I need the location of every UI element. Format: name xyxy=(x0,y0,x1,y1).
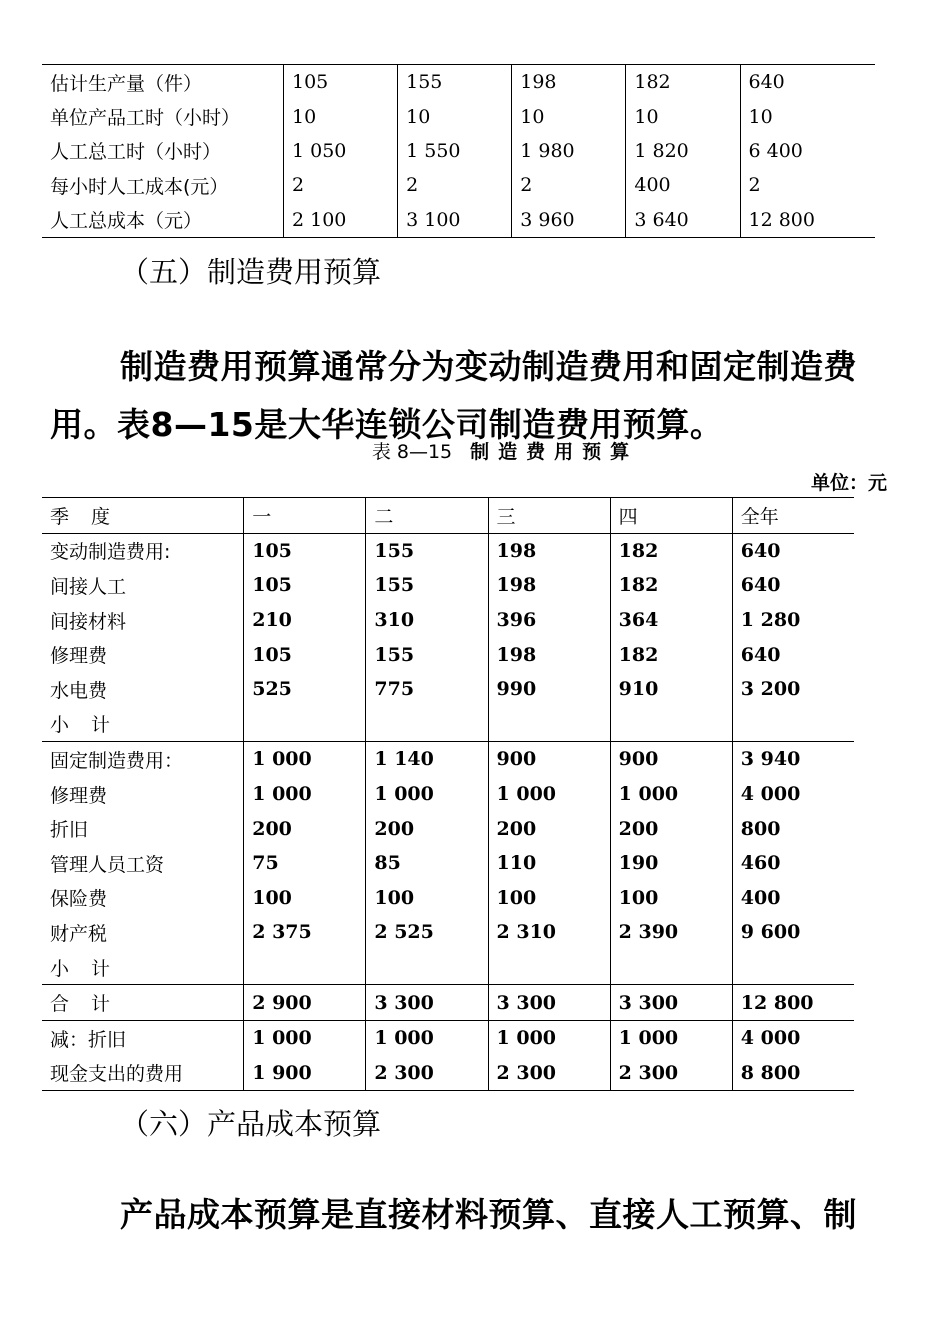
row-label: 变动制造费用: xyxy=(42,533,244,568)
cell-value: 800 xyxy=(732,811,854,846)
header-cell: 四 xyxy=(610,498,732,534)
row-label: 人工总成本（元） xyxy=(50,210,203,233)
cell-value: 900 xyxy=(610,742,732,777)
table-row xyxy=(42,203,875,238)
header-cell: 季 度 xyxy=(50,505,119,528)
cell-value: 640 xyxy=(732,637,854,672)
cell-value: 910 xyxy=(610,672,732,707)
cell-value: 1 280 xyxy=(732,603,854,638)
row-label: 合 计 xyxy=(42,985,244,1021)
cell-value: 1 550 xyxy=(398,134,512,168)
cell-value: 3 300 xyxy=(488,985,610,1021)
cell-value: 1 900 xyxy=(244,1056,366,1091)
table-number: 表 8—15 xyxy=(371,441,453,463)
cell-value: 182 xyxy=(610,533,732,568)
cell-value: 3 640 xyxy=(626,203,740,238)
cell-value: 396 xyxy=(488,603,610,638)
table-title: 制造费用预算 xyxy=(470,441,639,463)
cell-value: 155 xyxy=(366,637,488,672)
cell-value: 990 xyxy=(488,672,610,707)
cell-value: 2 xyxy=(740,168,875,202)
cell-value: 12 800 xyxy=(740,203,875,238)
cell-value: 10 xyxy=(512,99,626,133)
cell-value: 1 000 xyxy=(244,742,366,777)
table-row xyxy=(42,168,875,202)
table-row xyxy=(42,950,854,985)
cell-value: 3 300 xyxy=(610,985,732,1021)
cell-value: 460 xyxy=(732,846,854,881)
row-label: 现金支出的费用 xyxy=(50,1063,184,1086)
table-row xyxy=(42,99,875,133)
table-row xyxy=(42,1056,854,1091)
cell-value: 1 140 xyxy=(366,742,488,777)
overhead-table-body xyxy=(42,498,854,1091)
cell-value xyxy=(366,707,488,742)
table-row xyxy=(42,637,854,672)
cell-value: 200 xyxy=(244,811,366,846)
table-row xyxy=(42,134,875,168)
table-row xyxy=(42,1020,854,1055)
cell-value: 10 xyxy=(398,99,512,133)
cell-value: 8 800 xyxy=(732,1056,854,1091)
table-row xyxy=(42,777,854,812)
unit-label: 单位：元 xyxy=(810,472,887,494)
cell-value: 198 xyxy=(512,65,626,100)
table-row xyxy=(42,915,854,950)
row-label: 财产税 xyxy=(50,922,108,945)
cell-value: 2 375 xyxy=(244,915,366,950)
row-label: 减：折旧 xyxy=(42,1020,244,1055)
total-row xyxy=(42,985,854,1021)
row-label: 管理人员工资 xyxy=(50,853,165,876)
table-row xyxy=(42,811,854,846)
cell-value: 182 xyxy=(610,568,732,603)
header-cell: 三 xyxy=(488,498,610,534)
cell-value xyxy=(610,950,732,985)
row-label: 折旧 xyxy=(50,819,89,842)
cell-value: 12 800 xyxy=(732,985,854,1021)
cell-value: 1 000 xyxy=(366,1020,488,1055)
cell-value: 1 050 xyxy=(284,134,398,168)
cell-value: 1 000 xyxy=(488,777,610,812)
table-row xyxy=(42,568,854,603)
body-paragraph-overhead: 制造费用预算通常分为变动制造费用和固定制造费用。表8—15是大华连锁公司制造费用预算。 xyxy=(50,347,857,444)
row-label: 估计生产量（件） xyxy=(50,72,203,95)
row-label: 保险费 xyxy=(50,888,108,911)
labor-table-body xyxy=(42,65,875,238)
overhead-budget-table xyxy=(42,497,854,1091)
cell-value: 640 xyxy=(740,65,875,100)
table-row xyxy=(42,65,875,100)
table-caption xyxy=(0,437,950,464)
cell-value: 155 xyxy=(366,533,488,568)
body-paragraph-product-cost: 产品成本预算是直接材料预算、直接人工预算、制 xyxy=(120,1195,857,1234)
table-row xyxy=(42,672,854,707)
table-row xyxy=(42,707,854,742)
cell-value: 3 300 xyxy=(366,985,488,1021)
cell-value: 3 960 xyxy=(512,203,626,238)
cell-value: 75 xyxy=(244,846,366,881)
cell-value: 9 600 xyxy=(732,915,854,950)
cell-value: 100 xyxy=(244,881,366,916)
cell-value: 2 300 xyxy=(488,1056,610,1091)
row-label: 修理费 xyxy=(50,784,108,807)
cell-value: 6 400 xyxy=(740,134,875,168)
cell-value: 100 xyxy=(366,881,488,916)
cell-value: 640 xyxy=(732,568,854,603)
cell-value xyxy=(610,707,732,742)
row-label: 人工总工时（小时） xyxy=(50,141,222,164)
cell-value: 1 820 xyxy=(626,134,740,168)
cell-value: 105 xyxy=(244,637,366,672)
cell-value: 85 xyxy=(366,846,488,881)
cell-value: 100 xyxy=(610,881,732,916)
cell-value: 182 xyxy=(626,65,740,100)
cell-value: 900 xyxy=(488,742,610,777)
cell-value: 2 390 xyxy=(610,915,732,950)
row-label: 修理费 xyxy=(50,645,108,668)
cell-value: 198 xyxy=(488,533,610,568)
cell-value: 100 xyxy=(488,881,610,916)
cell-value: 2 310 xyxy=(488,915,610,950)
row-label: 固定制造费用： xyxy=(42,742,244,777)
header-cell: 全年 xyxy=(732,498,854,534)
cell-value: 364 xyxy=(610,603,732,638)
cell-value: 110 xyxy=(488,846,610,881)
row-label: 间接材料 xyxy=(50,610,127,633)
cell-value xyxy=(488,707,610,742)
row-label: 间接人工 xyxy=(50,575,127,598)
cell-value: 105 xyxy=(244,568,366,603)
cell-value: 2 xyxy=(512,168,626,202)
direct-labor-table xyxy=(42,64,875,238)
cell-value: 2 900 xyxy=(244,985,366,1021)
cell-value xyxy=(244,707,366,742)
row-label: 每小时人工成本(元） xyxy=(50,175,229,198)
cell-value: 182 xyxy=(610,637,732,672)
table-row xyxy=(42,742,854,777)
cell-value: 200 xyxy=(488,811,610,846)
cell-value: 1 000 xyxy=(366,777,488,812)
cell-value: 198 xyxy=(488,637,610,672)
cell-value: 10 xyxy=(626,99,740,133)
cell-value: 4 000 xyxy=(732,777,854,812)
cell-value: 640 xyxy=(732,533,854,568)
table-row xyxy=(42,846,854,881)
cell-value: 1 000 xyxy=(244,777,366,812)
section-heading-overhead: （五）制造费用预算 xyxy=(120,255,382,289)
header-cell: 一 xyxy=(244,498,366,534)
cell-value: 2 100 xyxy=(284,203,398,238)
cell-value: 4 000 xyxy=(732,1020,854,1055)
cell-value: 200 xyxy=(366,811,488,846)
cell-value: 400 xyxy=(732,881,854,916)
table-row xyxy=(42,603,854,638)
cell-value: 3 200 xyxy=(732,672,854,707)
cell-value: 2 525 xyxy=(366,915,488,950)
cell-value: 2 300 xyxy=(610,1056,732,1091)
cell-value: 525 xyxy=(244,672,366,707)
cell-value: 190 xyxy=(610,846,732,881)
cell-value xyxy=(732,707,854,742)
cell-value: 2 xyxy=(398,168,512,202)
cell-value: 198 xyxy=(488,568,610,603)
cell-value: 2 300 xyxy=(366,1056,488,1091)
cell-value: 10 xyxy=(740,99,875,133)
table-header-row xyxy=(42,498,854,534)
cell-value: 1 980 xyxy=(512,134,626,168)
cell-value: 400 xyxy=(626,168,740,202)
cell-value: 200 xyxy=(610,811,732,846)
row-label: 小 计 xyxy=(50,957,119,980)
row-label: 水电费 xyxy=(50,679,108,702)
cell-value: 10 xyxy=(284,99,398,133)
cell-value: 3 100 xyxy=(398,203,512,238)
cell-value: 2 xyxy=(284,168,398,202)
cell-value: 310 xyxy=(366,603,488,638)
cell-value: 155 xyxy=(366,568,488,603)
cell-value: 105 xyxy=(244,533,366,568)
table-row xyxy=(42,533,854,568)
cell-value: 1 000 xyxy=(610,1020,732,1055)
cell-value xyxy=(244,950,366,985)
row-label: 单位产品工时（小时） xyxy=(50,107,241,130)
table-row xyxy=(42,881,854,916)
row-label: 小 计 xyxy=(50,714,119,737)
cell-value: 1 000 xyxy=(488,1020,610,1055)
cell-value: 155 xyxy=(398,65,512,100)
header-cell: 二 xyxy=(366,498,488,534)
cell-value: 1 000 xyxy=(244,1020,366,1055)
cell-value: 775 xyxy=(366,672,488,707)
cell-value xyxy=(366,950,488,985)
cell-value xyxy=(732,950,854,985)
cell-value: 1 000 xyxy=(610,777,732,812)
cell-value: 3 940 xyxy=(732,742,854,777)
section-heading-product-cost: （六）产品成本预算 xyxy=(120,1107,382,1141)
cell-value: 105 xyxy=(284,65,398,100)
cell-value xyxy=(488,950,610,985)
cell-value: 210 xyxy=(244,603,366,638)
